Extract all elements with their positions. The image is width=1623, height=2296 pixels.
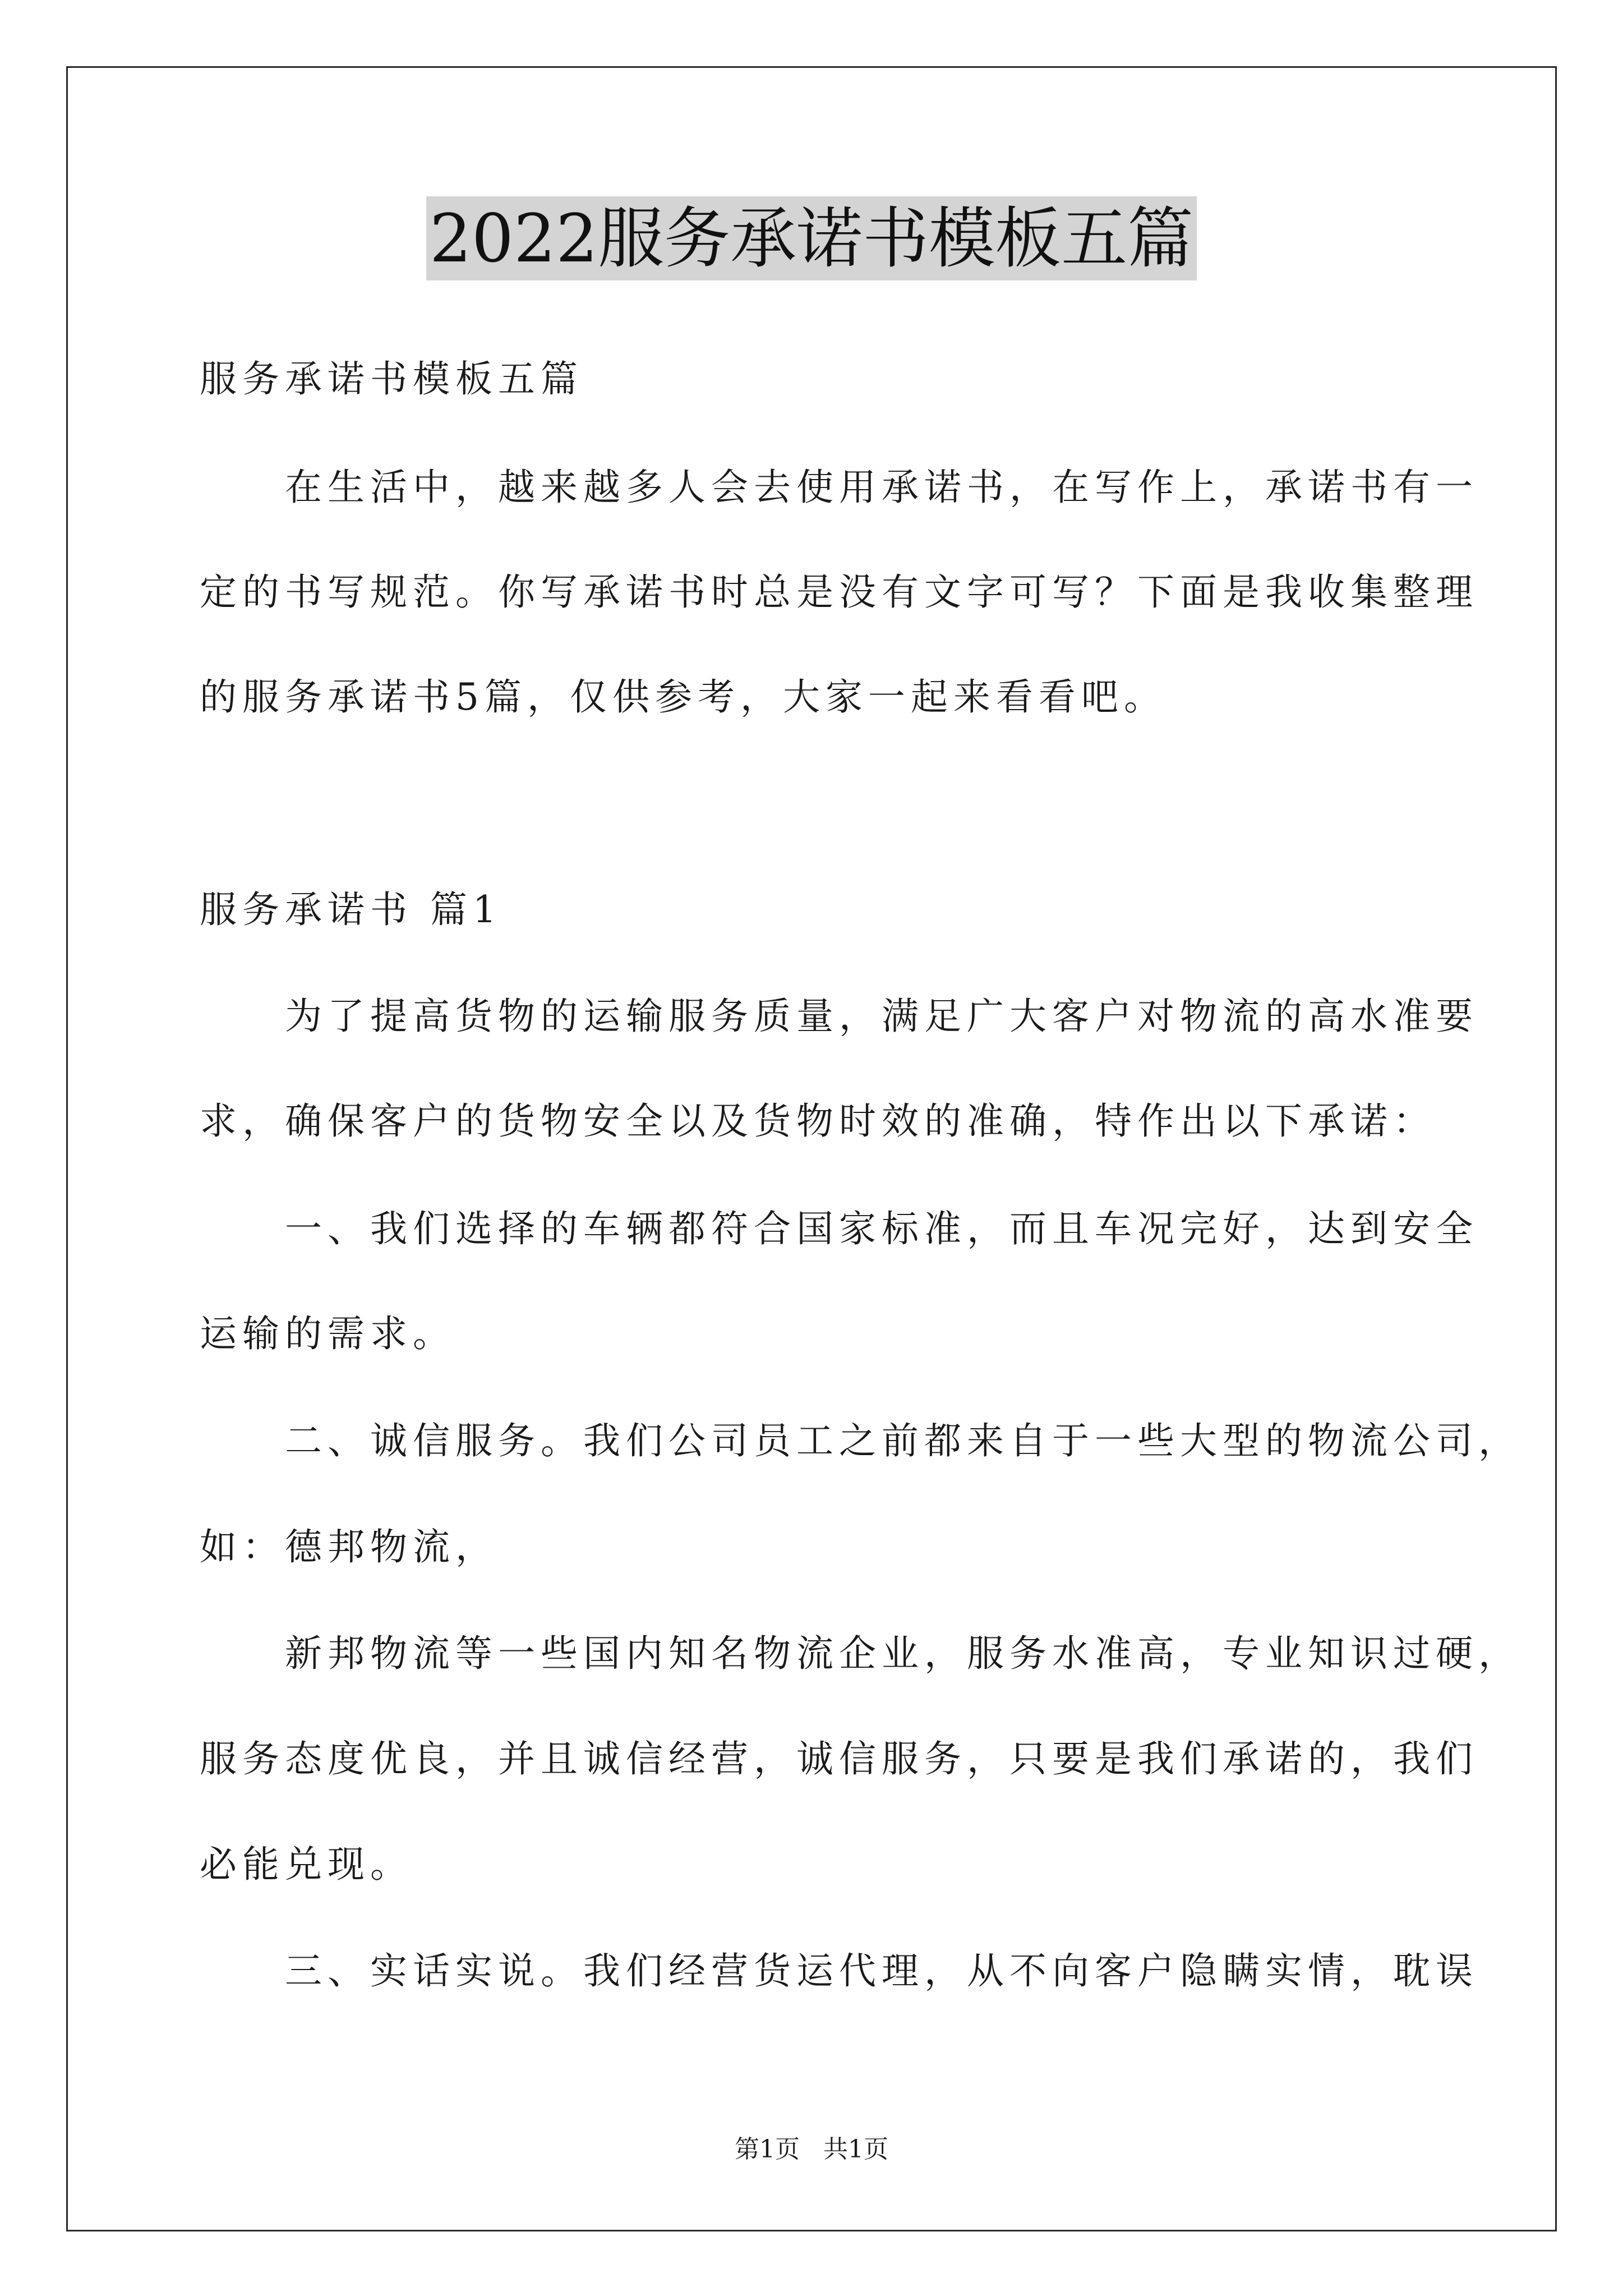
paragraph-line: 定的书写规范。你写承诺书时总是没有文字可写？下面是我收集整理 (200, 570, 1478, 614)
paragraph-line: 运输的需求。 (200, 1312, 455, 1355)
paragraph-line: 如：德邦物流， (200, 1525, 498, 1568)
page-footer (0, 2134, 1623, 2165)
page-total: 共1页 (823, 2135, 888, 2164)
paragraph-line: 必能兑现。 (200, 1843, 413, 1886)
section-heading: 服务承诺书 篇1 (200, 888, 502, 931)
paragraph-line: 服务态度优良，并且诚信经营，诚信服务，只要是我们承诺的，我们 (200, 1737, 1478, 1780)
paragraph-line: 求，确保客户的货物安全以及货物时效的准确，特作出以下承诺： (200, 1099, 1436, 1143)
paragraph-line: 的服务承诺书5篇，仅供参考，大家一起来看看吧。 (200, 675, 1166, 719)
paragraph-line: 一、我们选择的车辆都符合国家标准，而且车况完好，达到安全 (200, 1207, 1478, 1250)
document-title: 2022服务承诺书模板五篇 (426, 196, 1197, 280)
title-container (0, 196, 1623, 280)
paragraph-line: 二、诚信服务。我们公司员工之前都来自于一些大型的物流公司， (200, 1419, 1521, 1462)
page-number: 第1页 (735, 2135, 800, 2164)
subtitle-line: 服务承诺书模板五篇 (200, 357, 583, 401)
paragraph-line: 新邦物流等一些国内知名物流企业，服务水准高，专业知识过硬， (200, 1632, 1521, 1675)
paragraph-line: 为了提高货物的运输服务质量，满足广大客户对物流的高水准要 (200, 995, 1478, 1038)
paragraph-line: 在生活中，越来越多人会去使用承诺书，在写作上，承诺书有一 (200, 466, 1478, 509)
paragraph-line: 三、实话实说。我们经营货运代理，从不向客户隐瞒实情，耽误 (200, 1949, 1478, 1993)
